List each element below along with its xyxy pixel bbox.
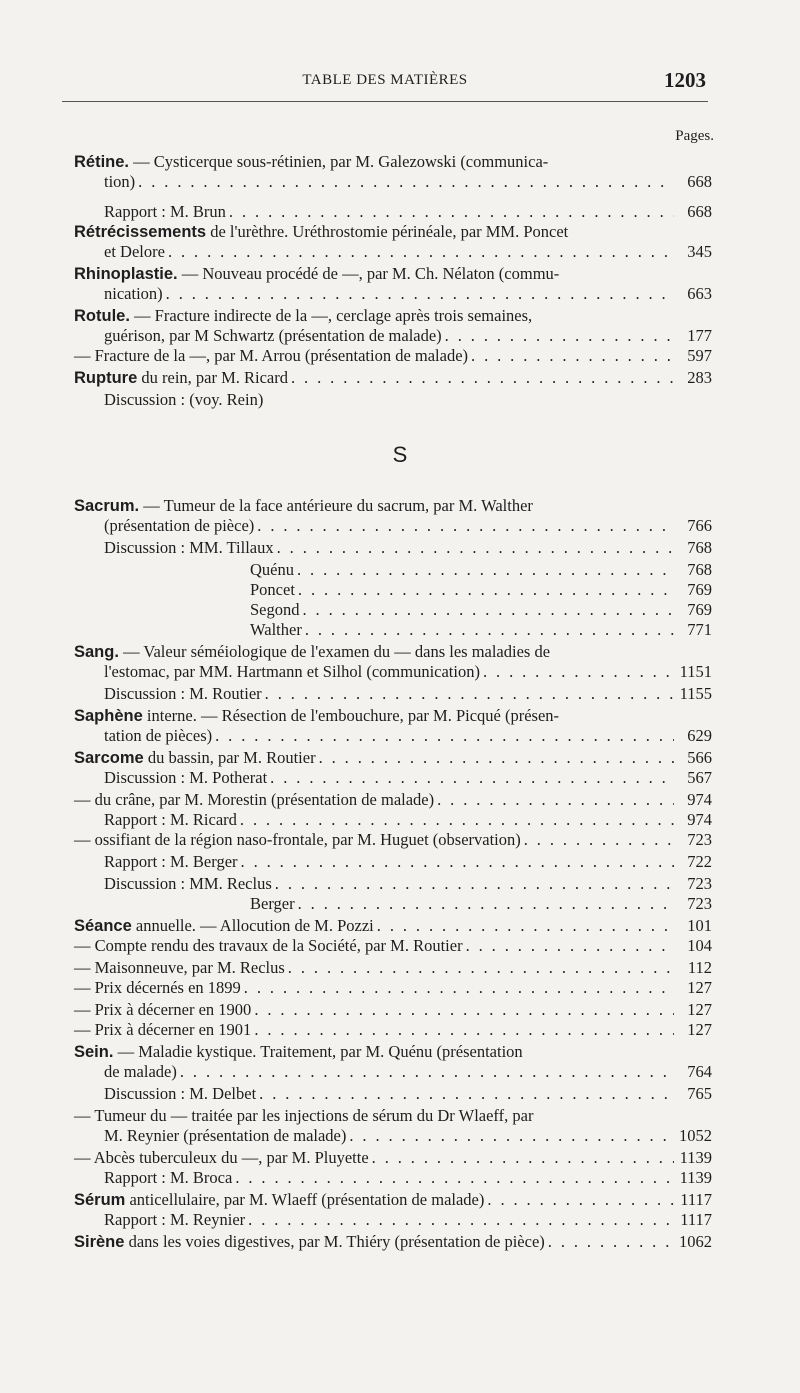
entry-text: — Prix à décerner en 1900 bbox=[74, 1000, 252, 1019]
dot-leader bbox=[251, 1020, 674, 1040]
entry-text: — Fracture indirecte de la —, cerclage après trois semaines, bbox=[129, 306, 533, 325]
dot-leader bbox=[135, 172, 674, 192]
page-ref: 177 bbox=[687, 326, 712, 345]
entry-text: tion) bbox=[104, 172, 136, 191]
entry-text: Rapport : M. Reynier bbox=[104, 1210, 246, 1229]
index-entry bbox=[74, 748, 712, 768]
page-ref: 974 bbox=[687, 810, 712, 829]
index-subentry bbox=[74, 1148, 712, 1168]
dot-leader bbox=[254, 516, 674, 536]
entry-text: — Abcès tuberculeux du —, par M. Pluyette bbox=[74, 1148, 369, 1167]
entry-line-continued bbox=[74, 284, 712, 304]
entry-line bbox=[74, 748, 316, 768]
entry-text: Walther bbox=[250, 620, 302, 639]
dot-leader bbox=[163, 284, 674, 304]
entry-line-continued bbox=[74, 326, 712, 346]
page-ref: 723 bbox=[687, 830, 712, 849]
entry-line-continued bbox=[74, 1126, 712, 1146]
entry-text: — Nouveau procédé de —, par M. Ch. Nélaton (commu- bbox=[177, 264, 560, 283]
page-ref: 765 bbox=[687, 1084, 712, 1103]
dot-leader bbox=[256, 1084, 674, 1104]
entry-text: annuelle. — Allocution de M. Pozzi bbox=[131, 916, 374, 935]
dot-leader bbox=[369, 1148, 674, 1168]
entry-line-continued bbox=[74, 516, 712, 536]
page-ref: 722 bbox=[687, 852, 712, 871]
index-subentry bbox=[74, 1084, 712, 1104]
entry-line bbox=[74, 916, 374, 936]
page-ref: 127 bbox=[687, 978, 712, 997]
index-subentry bbox=[74, 560, 712, 580]
entry-line bbox=[74, 222, 712, 242]
entry-text: — Prix décernés en 1899 bbox=[74, 978, 241, 997]
dot-leader bbox=[285, 958, 674, 978]
entry-line-continued bbox=[74, 242, 712, 262]
entry-text: — Maisonneuve, par M. Reclus bbox=[74, 958, 285, 977]
index-entry bbox=[74, 1232, 712, 1252]
dot-leader bbox=[232, 1168, 674, 1188]
page-ref: 769 bbox=[687, 600, 712, 619]
dot-leader bbox=[480, 662, 674, 682]
entry-line bbox=[74, 1042, 712, 1062]
page-ref: 1151 bbox=[679, 662, 712, 681]
page-ref: 771 bbox=[687, 620, 712, 639]
page-ref: 764 bbox=[687, 1062, 712, 1081]
entry-term: Saphène bbox=[74, 707, 143, 725]
entry-line bbox=[74, 306, 712, 326]
index-subentry bbox=[74, 830, 712, 850]
entry-term: Rupture bbox=[74, 369, 138, 387]
page-ref: 769 bbox=[687, 580, 712, 599]
index-subentry bbox=[74, 1168, 712, 1188]
entry-text: du bassin, par M. Routier bbox=[143, 748, 316, 767]
dot-leader bbox=[346, 1126, 674, 1146]
entry-line bbox=[74, 264, 712, 284]
dot-leader bbox=[274, 538, 674, 558]
entry-text: — ossifiant de la région naso-frontale, par M. Huguet (observation) bbox=[74, 830, 521, 849]
dot-leader bbox=[251, 1000, 674, 1020]
pages-column-label: Pages. bbox=[675, 128, 714, 144]
page-ref: 668 bbox=[687, 202, 712, 221]
page-ref: 567 bbox=[687, 768, 712, 787]
page-ref: 629 bbox=[687, 726, 712, 745]
page-ref: 345 bbox=[687, 242, 712, 261]
entry-term: Sirène bbox=[74, 1233, 125, 1251]
entry-text: — Maladie kystique. Traitement, par M. Quénu (présentation bbox=[113, 1042, 523, 1061]
page-ref: 663 bbox=[687, 284, 712, 303]
section-letter: S bbox=[392, 442, 408, 467]
dot-leader bbox=[545, 1232, 674, 1252]
entry-text: Rapport : M. Ricard bbox=[104, 810, 237, 829]
entry-text: Discussion : MM. Reclus bbox=[104, 874, 272, 893]
entry-term: Sérum bbox=[74, 1191, 126, 1209]
entry-text: dans les voies digestives, par M. Thiéry (présentation de pièce) bbox=[124, 1232, 545, 1251]
entry-line-continued bbox=[74, 662, 712, 682]
entry-text: — Tumeur du — traitée par les injections de sérum du Dr Wlaeff, par bbox=[74, 1106, 534, 1125]
entry-text: — Compte rendu des travaux de la Société, par M. Routier bbox=[74, 936, 463, 955]
index-entry bbox=[74, 706, 712, 746]
entry-text: interne. — Résection de l'embouchure, par M. Picqué (présen- bbox=[142, 706, 560, 725]
index-subentry bbox=[74, 1106, 712, 1146]
entry-text: M. Reynier (présentation de malade) bbox=[104, 1126, 347, 1145]
entry-text: — Fracture de la —, par M. Arrou (présentation de malade) bbox=[74, 346, 469, 365]
entry-line bbox=[74, 496, 712, 516]
page-header bbox=[60, 68, 710, 96]
index-subentry bbox=[74, 894, 712, 914]
entry-text: nication) bbox=[104, 284, 163, 303]
page-ref: 668 bbox=[687, 172, 712, 191]
dot-leader bbox=[212, 726, 674, 746]
index-subentry bbox=[74, 790, 712, 810]
entry-line-continued bbox=[74, 1062, 712, 1082]
entry-text: — Tumeur de la face antérieure du sacrum, par M. Walther bbox=[139, 496, 533, 515]
running-title: TABLE DES MATIÈRES bbox=[302, 72, 468, 88]
dot-leader bbox=[300, 600, 675, 620]
page-ref: 1117 bbox=[680, 1210, 712, 1229]
dot-leader bbox=[295, 894, 674, 914]
index-entry bbox=[74, 222, 712, 262]
index-entry bbox=[74, 1190, 712, 1210]
dot-leader bbox=[521, 830, 674, 850]
entry-text: Berger bbox=[250, 894, 295, 913]
dot-leader bbox=[226, 202, 674, 222]
page-ref: 112 bbox=[687, 958, 712, 977]
dot-leader bbox=[245, 1210, 674, 1230]
page-ref: 766 bbox=[687, 516, 712, 535]
page-ref: 283 bbox=[687, 368, 712, 387]
index-entry bbox=[74, 368, 712, 388]
page-ref: 768 bbox=[687, 538, 712, 557]
entry-text: Rapport : M. Broca bbox=[104, 1168, 233, 1187]
page-ref: 104 bbox=[687, 936, 712, 955]
index-entry bbox=[74, 1042, 712, 1082]
entry-line-continued bbox=[74, 172, 712, 192]
dot-leader bbox=[316, 748, 674, 768]
dot-leader bbox=[468, 346, 674, 366]
entry-term: Sarcome bbox=[74, 749, 144, 767]
index-subentry bbox=[74, 390, 712, 410]
index-subentry bbox=[74, 768, 712, 788]
index-subentry bbox=[74, 1020, 712, 1040]
page-ref: 768 bbox=[687, 560, 712, 579]
dot-leader bbox=[484, 1190, 674, 1210]
page-ref: 127 bbox=[687, 1000, 712, 1019]
index-subentry bbox=[74, 346, 712, 366]
index-subentry bbox=[74, 810, 712, 830]
entry-text: guérison, par M Schwartz (présentation de malade) bbox=[104, 326, 442, 345]
page-ref: 597 bbox=[687, 346, 712, 365]
entry-text: Rapport : M. Brun bbox=[104, 202, 226, 221]
page-ref: 1139 bbox=[679, 1168, 712, 1187]
page-ref: 1155 bbox=[679, 684, 712, 703]
index-entry bbox=[74, 642, 712, 682]
entry-text: Segond bbox=[250, 600, 300, 619]
index-subentry bbox=[74, 936, 712, 956]
index-subentry bbox=[74, 684, 712, 704]
page-ref: 1117 bbox=[680, 1190, 712, 1209]
header-rule bbox=[62, 101, 708, 102]
entry-text: — Prix à décerner en 1901 bbox=[74, 1020, 252, 1039]
entry-text: — du crâne, par M. Morestin (présentation de malade) bbox=[74, 790, 435, 809]
index-subentry bbox=[74, 538, 712, 558]
entry-text: — Cysticerque sous-rétinien, par M. Galezowski (communica- bbox=[129, 152, 549, 171]
entry-term: Rétrécissements bbox=[74, 223, 207, 241]
index-subentry bbox=[74, 620, 712, 640]
entry-line bbox=[74, 1190, 484, 1210]
dot-leader bbox=[288, 368, 674, 388]
entry-text: Quénu bbox=[250, 560, 294, 579]
entry-text: l'estomac, par MM. Hartmann et Silhol (communication) bbox=[104, 662, 480, 681]
entry-text: du rein, par M. Ricard bbox=[137, 368, 288, 387]
dot-leader bbox=[295, 580, 674, 600]
page-ref: 974 bbox=[687, 790, 712, 809]
dot-leader bbox=[177, 1062, 674, 1082]
dot-leader bbox=[294, 560, 674, 580]
dot-leader bbox=[272, 874, 674, 894]
page-ref: 127 bbox=[687, 1020, 712, 1039]
index-entry bbox=[74, 916, 712, 936]
dot-leader bbox=[262, 684, 674, 704]
entry-text: Discussion : M. Routier bbox=[104, 684, 262, 703]
dot-leader bbox=[463, 936, 674, 956]
dot-leader bbox=[267, 768, 674, 788]
index-subentry bbox=[74, 1210, 712, 1230]
entry-text: Discussion : (voy. Rein) bbox=[104, 390, 264, 409]
entry-text: Poncet bbox=[250, 580, 295, 599]
entry-line bbox=[74, 1232, 545, 1252]
dot-leader bbox=[442, 326, 674, 346]
entry-text: Discussion : MM. Tillaux bbox=[104, 538, 274, 557]
entry-term: Sacrum. bbox=[74, 497, 140, 515]
entry-term: Rotule. bbox=[74, 307, 130, 325]
index-entry bbox=[74, 264, 712, 304]
entry-text: (présentation de pièce) bbox=[104, 516, 255, 535]
entry-term: Rétine. bbox=[74, 153, 130, 171]
entry-text: anticellulaire, par M. Wlaeff (présentation de malade) bbox=[125, 1190, 485, 1209]
entry-line-continued bbox=[74, 726, 712, 746]
dot-leader bbox=[434, 790, 674, 810]
entry-line bbox=[74, 642, 712, 662]
page-ref: 1139 bbox=[679, 1148, 712, 1167]
page-ref: 101 bbox=[687, 916, 712, 935]
entry-text: de l'urèthre. Uréthrostomie périnéale, par MM. Poncet bbox=[206, 222, 569, 241]
page-ref: 723 bbox=[687, 894, 712, 913]
dot-leader bbox=[302, 620, 674, 640]
index-entry bbox=[74, 152, 712, 192]
entry-text: de malade) bbox=[104, 1062, 177, 1081]
page-ref: 1052 bbox=[679, 1126, 712, 1145]
page-ref: 566 bbox=[687, 748, 712, 767]
entry-text: Rapport : M. Berger bbox=[104, 852, 238, 871]
index-subentry bbox=[74, 852, 712, 872]
index-subentry bbox=[74, 202, 712, 222]
entry-text: tation de pièces) bbox=[104, 726, 213, 745]
index-entry bbox=[74, 496, 712, 536]
page-ref: 723 bbox=[687, 874, 712, 893]
index-subentry bbox=[74, 874, 712, 894]
index-subentry bbox=[74, 958, 712, 978]
entry-term: Rhinoplastie. bbox=[74, 265, 178, 283]
dot-leader bbox=[374, 916, 674, 936]
dot-leader bbox=[241, 978, 674, 998]
index-subentry bbox=[74, 978, 712, 998]
entry-line bbox=[74, 706, 712, 726]
entry-text: Discussion : M. Potherat bbox=[104, 768, 268, 787]
index-subentry bbox=[74, 580, 712, 600]
entry-term: Sang. bbox=[74, 643, 119, 661]
index-subentry bbox=[74, 600, 712, 620]
index-subentry bbox=[74, 1000, 712, 1020]
dot-leader bbox=[238, 852, 674, 872]
dot-leader bbox=[237, 810, 674, 830]
entry-text: et Delore bbox=[104, 242, 165, 261]
entry-text: Discussion : M. Delbet bbox=[104, 1084, 257, 1103]
entry-text: — Valeur séméiologique de l'examen du — dans les maladies de bbox=[118, 642, 551, 661]
index-entry bbox=[74, 306, 712, 346]
page-ref: 1062 bbox=[679, 1232, 712, 1251]
entry-line bbox=[74, 152, 712, 172]
dot-leader bbox=[165, 242, 674, 262]
page-number: 1203 bbox=[664, 68, 706, 92]
entry-term: Sein. bbox=[74, 1043, 114, 1061]
entry-line bbox=[74, 368, 288, 388]
entry-term: Séance bbox=[74, 917, 132, 935]
